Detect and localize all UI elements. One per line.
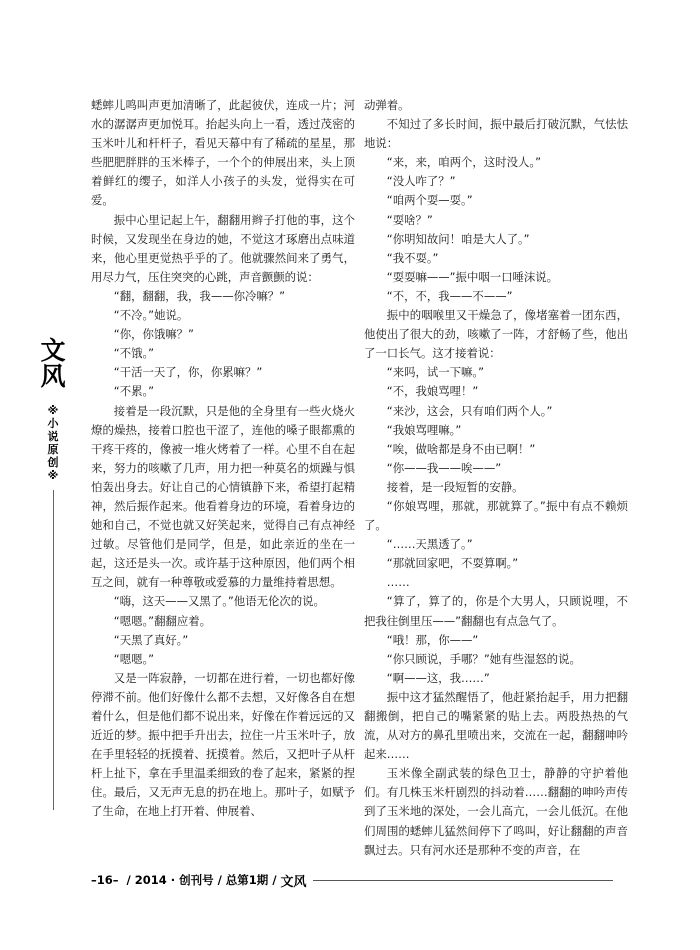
paragraph: 接着，是一段短暂的安静。 [386, 479, 524, 494]
paragraph: 蟋蟀儿鸣叫声更加清晰了，此起彼伏，连成一片；河水的潺潺声更加悦耳。抬起头向上一看，透过茂密的玉米叶儿和杆杆子，看见天幕中有了稀疏的星星，那些肥肥胖胖的玉米棒子，一个个的伸展出来，头上顶着鲜红的缨子，如洋人小孩子的头发，觉得实在可爱。 [91, 98, 355, 208]
paragraph: “……天黑透了。” [386, 537, 473, 552]
paragraph: 不知过了多长时间，振中最后打破沉默，气怯怯地说： [364, 117, 628, 151]
paragraph: “咱两个耍—耍。” [386, 193, 473, 208]
paragraph: “哦！那，你——” [386, 632, 479, 647]
section-char-6: ※ [47, 469, 59, 482]
paragraph: “你只顾说，手哪？”她有些湿怒的说。 [386, 651, 581, 666]
right-text-column [364, 96, 628, 860]
logo-char-1: 文 [40, 336, 66, 365]
paragraph: “我娘骂哩嘛。” [386, 422, 462, 437]
paragraph: “你娘骂哩，那就，那就算了。”振中有点不赖烦了。 [364, 498, 628, 533]
paragraph: “翻，翻翻，我，我——你冷嘛？” [113, 288, 286, 303]
paragraph: “耍啥？” [386, 212, 433, 227]
paragraph: “没人咋了？” [386, 174, 456, 189]
paragraph: “嗯嗯。” [113, 651, 155, 666]
paragraph: “唉，做啥都是身不由已啊！” [386, 441, 536, 456]
paragraph: “你，你饿嘛？” [113, 327, 194, 342]
issue-info: / 2014 · 创刊号 / 总第1期 / [126, 873, 277, 887]
section-char-4: 原 [47, 443, 59, 456]
section-char-3: 说 [47, 430, 59, 443]
paragraph: “嗨，这天——又黑了。”他语无伦次的说。 [113, 594, 325, 609]
paragraph: 又是一阵寂静，一切都在进行着，一切也都好像停滞不前。他们好像什么都不去想，又好像各自在想着什么，但是他们都不说出来，好像在作着远远的又近近的梦。振中把手升出去，拉住一片玉米叶子，放在手里轻轻的抚摸着、抚摸着。然后，又把叶子从杆杆上扯下，拿在手里温柔细致的卷了起来，紧紧的捏住。最后，又无声无息的扔在地上。那叶子，如赋予了生命，在地上打开着、伸展着、 [91, 670, 355, 819]
paragraph: “我不耍。” [386, 250, 439, 265]
section-char-1: ※ [47, 404, 59, 417]
paragraph: “啊——这，我……” [386, 670, 490, 685]
paragraph: 动弹着。 [364, 98, 410, 112]
left-text-column [91, 96, 355, 822]
vertical-divider [53, 490, 54, 810]
page-footer [91, 872, 613, 888]
paragraph: “天黑了真好。” [113, 632, 189, 647]
section-label [48, 404, 59, 482]
paragraph: 玉米像全副武装的绿色卫士，静静的守护着他们。有几株玉米杆剧烈的抖动着……翻翻的呻吟声传到了玉米地的深处，一会儿高亢，一会儿低沉。在他们周围的蟋蟀儿猛然间停下了鸣叫，好让翻翻的声音飘过去。只有河水还是那种不变的声音，在 [364, 766, 628, 857]
paragraph: “算了，算了的，你是个大男人，只顾说哩，不把我往倒里压——”翻翻也有点急气了。 [364, 594, 628, 628]
paragraph: “嗯嗯。”翻翻应着。 [113, 613, 212, 628]
section-char-5: 创 [47, 456, 59, 469]
paragraph: “不，不，我——不——” [386, 288, 513, 303]
paragraph: “你明知故问！咱是大人了。” [386, 231, 530, 246]
sidebar [28, 338, 78, 810]
paragraph: 振中的咽喉里又干燥急了，像堵塞着一团东西，他使出了很大的劲，咳嗽了一阵，才舒畅了些，他出了一口长气。这才接着说： [364, 308, 628, 361]
footer-magazine-name: 文风 [280, 874, 307, 890]
paragraph: 接着是一段沉默，只是他的全身里有一些火烧火燎的燥热，接着口腔也干涩了，连他的嗓子眼都熏的干疼干疼的，像被一堆火烤着了一样。心里不自在起来，努力的咳嗽了几声，用力把一种莫名的烦躁与惧怕轰出身去。好让自己的心情镇静下来，希望打起精神，然后振作起来。他看着身边的环境，看着身边的她和自己，不觉也就又好笑起来，觉得自己有点神经过敏。尽管他们是同学，但是，如此亲近的坐在一起，这还是头一次。或许基于这种原因，他们两个相互之间，就有一种尊敬或爱慕的力量维持着思想。 [91, 403, 355, 590]
section-char-2: 小 [47, 417, 59, 430]
paragraph: “那就回家吧，不耍算啊。” [386, 556, 519, 571]
logo-char-2: 风 [40, 362, 66, 391]
magazine-logo [40, 338, 65, 390]
paragraph: 振中这才猛然醒悟了，他赶紧抬起手，用力把翻翻搬倒，把自己的嘴紧紧的贴上去。两股热热的气流，从对方的鼻孔里喷出来，交流在一起，翻翻呻吟起来…… [364, 689, 628, 762]
paragraph: “不冷。”她说。 [113, 308, 189, 323]
paragraph: “来吗，试一下嘛。” [386, 365, 485, 380]
paragraph: “干活一天了，你，你累嘛？” [113, 365, 263, 380]
paragraph: “不饿。” [113, 346, 155, 361]
paragraph: “你——我——唉——” [386, 460, 502, 475]
footer-rule [313, 880, 613, 881]
paragraph: “不，我娘骂哩！” [386, 384, 479, 399]
paragraph: “来，来，咱两个，这时没人。” [386, 155, 541, 170]
paragraph: “耍耍嘛——”振中咽一口唾沫说。 [386, 269, 559, 284]
page-number: –16– [91, 873, 119, 887]
paragraph: “来沙，这会，只有咱们两个人。” [386, 403, 553, 418]
paragraph: “不累。” [113, 384, 155, 399]
paragraph: …… [386, 575, 410, 590]
paragraph: 振中心里记起上午，翻翻用辫子打他的事，这个时候，又发现坐在身边的她，不觉这才琢磨出点味道来，他心里更觉热乎乎的了。他就骤然间来了勇气，用尽力气，压住突突的心跳，声音颤颤的说： [91, 212, 355, 284]
